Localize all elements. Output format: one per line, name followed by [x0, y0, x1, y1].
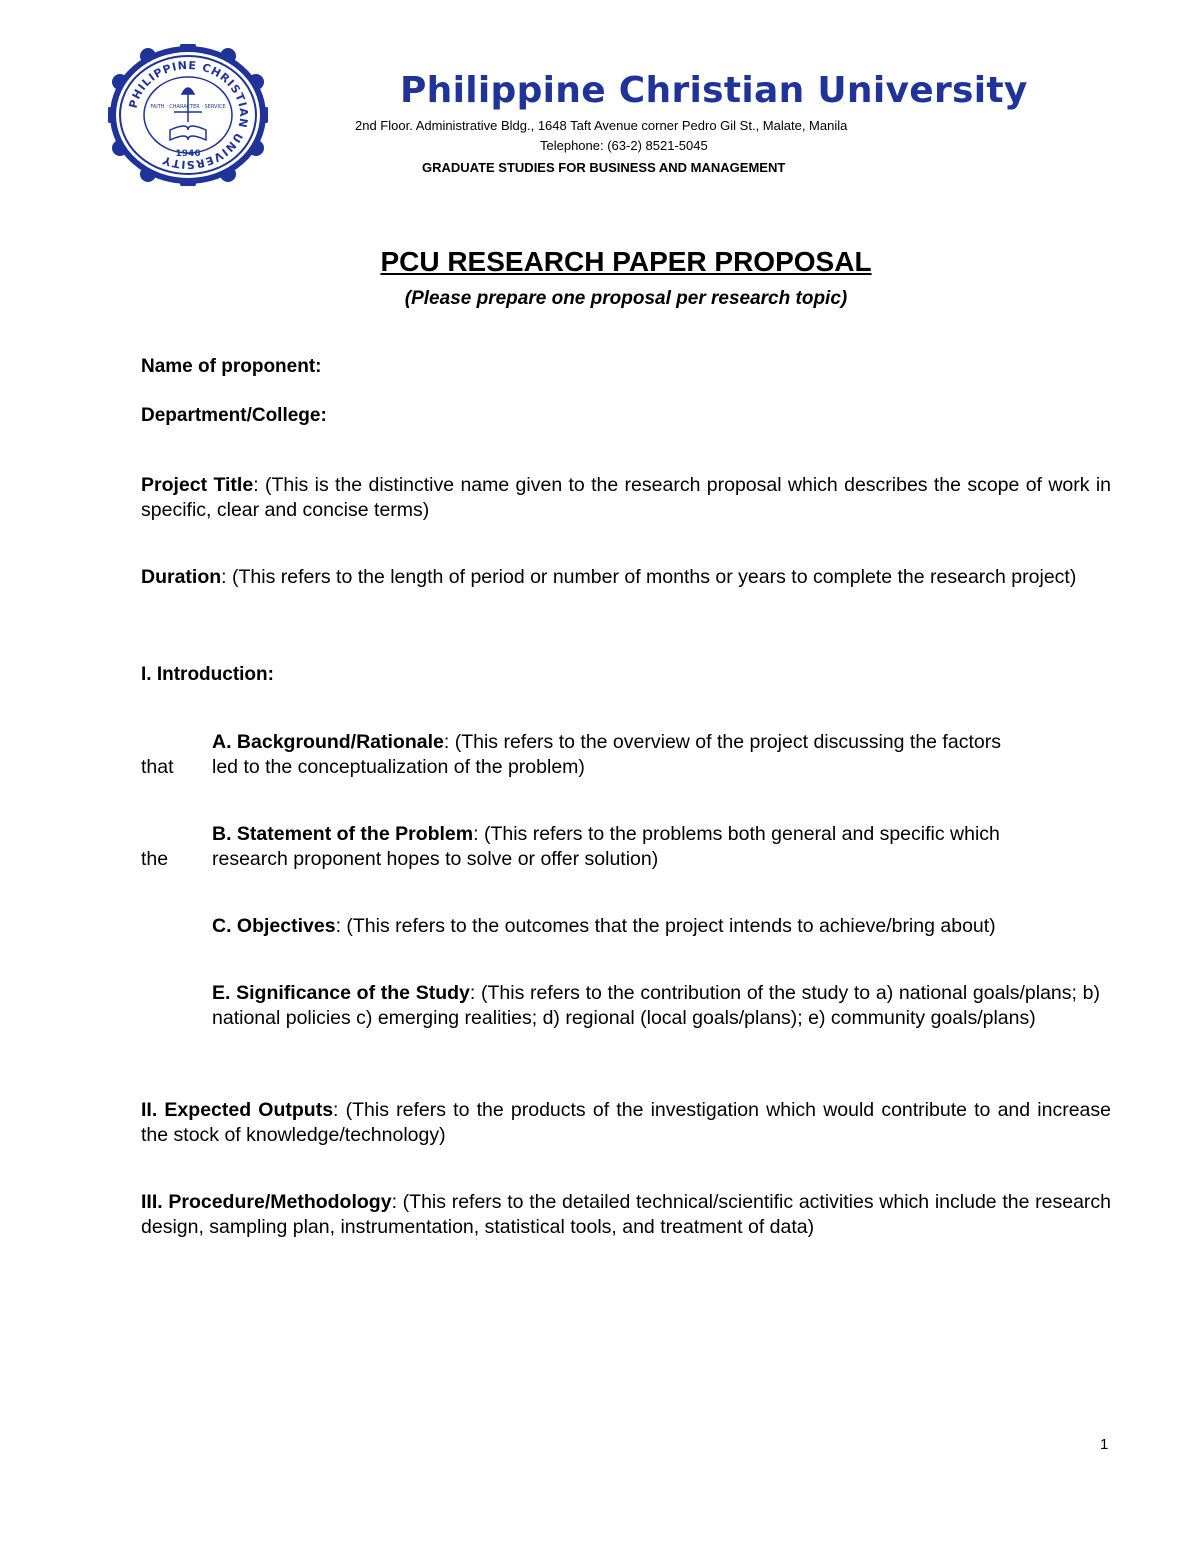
problem-label: B. Statement of the Problem — [212, 823, 474, 845]
objectives-label: C. Objectives — [212, 915, 336, 937]
project-title-paragraph — [141, 473, 1111, 523]
background-paragraph — [212, 730, 1110, 755]
page-number: 1 — [1100, 1436, 1109, 1453]
document-title: PCU RESEARCH PAPER PROPOSAL — [380, 246, 872, 277]
introduction-heading: I. Introduction: — [141, 664, 274, 685]
department-name: GRADUATE STUDIES FOR BUSINESS AND MANAGEMENT — [422, 160, 786, 175]
project-title-text: : (This is the distinctive name given to the research proposal which describes the scope of work in specific, clear and concise terms) — [141, 474, 1112, 521]
project-title-label: Project Title — [141, 474, 254, 496]
methodology-paragraph — [141, 1190, 1111, 1240]
duration-text: : (This refers to the length of period or number of months or years to complete the research project) — [221, 566, 1077, 588]
problem-text: : (This refers to the problems both general and specific which — [473, 823, 1000, 845]
outputs-label: II. Expected Outputs — [141, 1099, 334, 1121]
significance-paragraph — [212, 981, 1100, 1031]
background-text-continued: led to the conceptualization of the problem) — [212, 756, 585, 778]
significance-text: : (This refers to the contribution of the study to a) national goals/plans; b) national policies c) emerging realities; d) regional (local goals/plans); e) community goals/plans) — [212, 982, 1100, 1029]
duration-label: Duration — [141, 566, 222, 588]
proponent-label: Name of proponent: — [141, 356, 322, 377]
seal-ring-text: PHILIPPINE CHRISTIAN UNIVERSITY — [126, 58, 251, 172]
problem-hang-word: the — [141, 848, 169, 870]
problem-paragraph — [212, 822, 1110, 847]
background-label: A. Background/Rationale — [212, 731, 444, 753]
university-name: Philippine Christian University — [400, 70, 1028, 111]
methodology-text: : (This refers to the detailed technical/scientific activities which include the research design, sampling plan, instrumentation, statistical tools, and treatment of data) — [141, 1191, 1112, 1238]
outputs-paragraph — [141, 1098, 1111, 1148]
problem-text-continued: research proponent hopes to solve or offer solution) — [212, 848, 659, 870]
seal-motto: FAITH · CHARACTER · SERVICE — [150, 104, 226, 110]
university-address: 2nd Floor. Administrative Bldg., 1648 Taft Avenue corner Pedro Gil St., Malate, Manila — [355, 118, 848, 133]
objectives-text: : (This refers to the outcomes that the project intends to achieve/bring about) — [335, 915, 996, 937]
objectives-paragraph — [212, 914, 1110, 939]
methodology-label: III. Procedure/Methodology — [141, 1191, 392, 1213]
university-telephone: Telephone: (63-2) 8521-5045 — [540, 138, 708, 153]
significance-label: E. Significance of the Study — [212, 982, 470, 1004]
outputs-text: : (This refers to the products of the investigation which would contribute to and increase the stock of knowledge/technology) — [141, 1099, 1111, 1146]
department-label: Department/College: — [141, 405, 327, 426]
university-seal-logo — [108, 44, 268, 186]
document-subtitle: (Please prepare one proposal per research topic) — [404, 288, 848, 309]
duration-paragraph — [141, 565, 1111, 590]
background-hang-word: that — [141, 756, 174, 778]
seal-year: 1946 — [175, 149, 201, 159]
background-text: : (This refers to the overview of the project discussing the factors — [443, 731, 1001, 753]
